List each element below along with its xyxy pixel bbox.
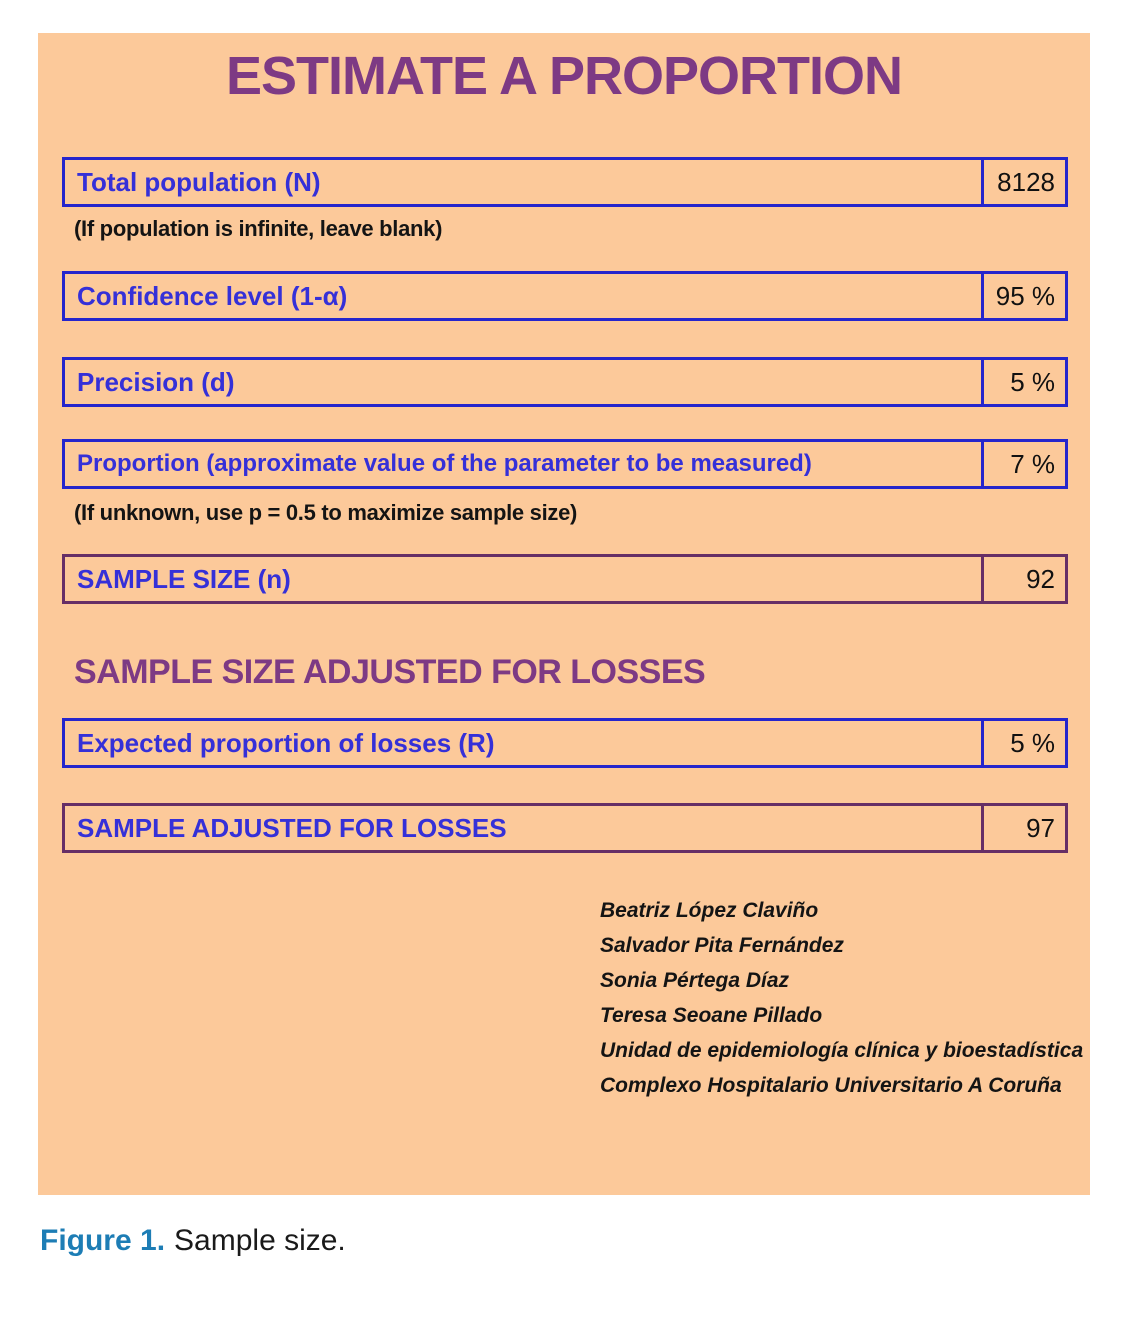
credit-line-hospital: Complexo Hospitalario Universitario A Coruña bbox=[600, 1074, 1062, 1097]
sample-size-value: 92 bbox=[981, 557, 1065, 601]
credit-line-author-1: Beatriz López Claviño bbox=[600, 899, 819, 922]
sample-adjusted-label: SAMPLE ADJUSTED FOR LOSSES bbox=[77, 812, 507, 843]
credit-line-unit: Unidad de epidemiología clínica y bioestadística bbox=[600, 1039, 1084, 1062]
proportion-note: (If unknown, use p = 0.5 to maximize sample size) bbox=[74, 500, 578, 525]
confidence-level-input[interactable]: 95 % bbox=[981, 274, 1065, 318]
section-title-adjusted-for-losses: SAMPLE SIZE ADJUSTED FOR LOSSES bbox=[74, 653, 706, 691]
total-population-input[interactable]: 8128 bbox=[981, 160, 1065, 204]
field-row-confidence-level bbox=[62, 271, 1068, 321]
credit-line-author-2: Salvador Pita Fernández bbox=[600, 934, 844, 957]
total-population-label: Total population (N) bbox=[77, 166, 321, 197]
field-row-precision bbox=[62, 357, 1068, 407]
field-row-proportion bbox=[62, 439, 1068, 489]
expected-losses-input[interactable]: 5 % bbox=[981, 721, 1065, 765]
field-row-total-population bbox=[62, 157, 1068, 207]
precision-input[interactable]: 5 % bbox=[981, 360, 1065, 404]
result-row-sample-size bbox=[62, 554, 1068, 604]
figure-caption-label: Figure 1. bbox=[40, 1224, 166, 1257]
proportion-label: Proportion (approximate value of the parameter to be measured) bbox=[77, 450, 812, 477]
credit-line-author-4: Teresa Seoane Pillado bbox=[600, 1004, 823, 1027]
figure-caption bbox=[40, 1224, 346, 1258]
precision-label: Precision (d) bbox=[77, 366, 235, 397]
sample-adjusted-value: 97 bbox=[981, 806, 1065, 850]
sample-size-label: SAMPLE SIZE (n) bbox=[77, 563, 291, 594]
total-population-note: (If population is infinite, leave blank) bbox=[74, 216, 443, 241]
figure-caption-text: Sample size. bbox=[174, 1224, 346, 1257]
confidence-level-label: Confidence level (1-α) bbox=[77, 280, 348, 311]
credit-line-author-3: Sonia Pértega Díaz bbox=[600, 969, 790, 992]
result-row-sample-adjusted bbox=[62, 803, 1068, 853]
panel-title: ESTIMATE A PROPORTION bbox=[225, 46, 903, 106]
credits-block bbox=[600, 893, 1083, 1103]
sample-size-calculator-panel bbox=[38, 33, 1090, 1195]
proportion-input[interactable]: 7 % bbox=[981, 442, 1065, 486]
expected-losses-label: Expected proportion of losses (R) bbox=[77, 727, 495, 758]
field-row-expected-losses bbox=[62, 718, 1068, 768]
